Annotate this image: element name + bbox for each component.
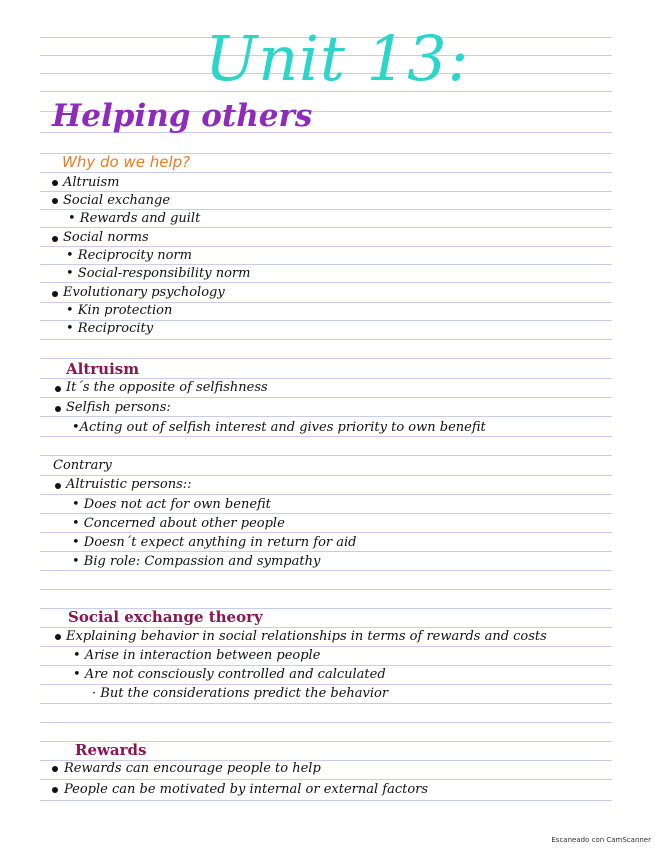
list-subitem: • Doesn´t expect anything in return for aid: [72, 535, 357, 550]
page-title: Unit 13:: [205, 22, 470, 95]
list-item: Evolutionary psychology: [63, 285, 225, 300]
list-item: People can be motivated by internal or external factors: [64, 782, 429, 797]
list-item: Social exchange: [63, 193, 171, 208]
bullet-dot: [55, 386, 61, 392]
bullet-dot: [52, 236, 58, 242]
list-subitem: • Rewards and guilt: [68, 211, 201, 226]
list-item: Social norms: [63, 230, 149, 245]
list-subitem: · But the considerations predict the behavior: [92, 686, 389, 701]
list-item: Contrary: [53, 458, 112, 473]
list-item: Altruistic persons::: [66, 477, 192, 492]
list-subitem: • Reciprocity: [66, 321, 154, 336]
list-subitem: • Arise in interaction between people: [73, 648, 321, 663]
bullet-dot: [52, 198, 58, 204]
section-heading-rewards: Rewards: [75, 741, 147, 759]
list-subitem: • Big role: Compassion and sympathy: [72, 554, 321, 569]
list-item: Altruism: [63, 175, 120, 190]
section-heading-social-exchange: Social exchange theory: [68, 608, 263, 626]
list-subitem: • Social-responsibility norm: [66, 266, 251, 281]
list-subitem: • Concerned about other people: [72, 516, 285, 531]
bullet-dot: [52, 180, 58, 186]
list-item: Explaining behavior in social relationships in terms of rewards and costs: [66, 629, 547, 644]
list-subitem: • Does not act for own benefit: [72, 497, 271, 512]
list-item: Rewards can encourage people to help: [64, 761, 321, 776]
bullet-dot: [52, 291, 58, 297]
section-heading-altruism: Altruism: [66, 360, 140, 378]
list-item: Selfish persons:: [66, 400, 171, 415]
list-subitem: • Reciprocity norm: [66, 248, 192, 263]
list-subitem: • Are not consciously controlled and calculated: [73, 667, 386, 682]
page-subtitle: Helping others: [52, 98, 313, 134]
list-subitem: • Kin protection: [66, 303, 173, 318]
bullet-dot: [55, 483, 61, 489]
bullet-dot: [55, 634, 61, 640]
section-heading-why: Why do we help?: [62, 153, 191, 171]
bullet-dot: [52, 766, 58, 772]
list-item: It´s the opposite of selfishness: [66, 380, 268, 395]
scanner-watermark: Escaneado con CamScanner: [551, 836, 651, 844]
bullet-dot: [55, 406, 61, 412]
list-subitem: •Acting out of selfish interest and gives priority to own benefit: [72, 420, 486, 435]
bullet-dot: [52, 787, 58, 793]
